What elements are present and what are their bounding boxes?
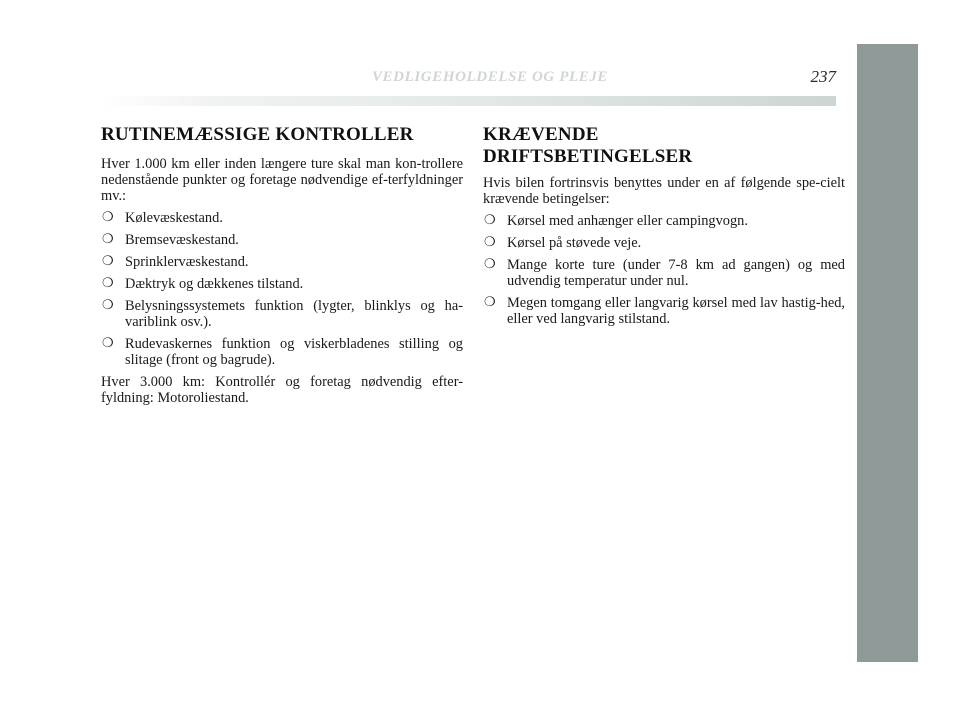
bullet-circle-icon: ❍	[484, 295, 496, 310]
bullet-circle-icon: ❍	[102, 254, 114, 269]
running-header: VEDLIGEHOLDELSE OG PLEJE	[371, 69, 609, 85]
section-title-demanding-conditions	[483, 124, 845, 168]
header-rule	[100, 96, 836, 106]
routine-check-list	[101, 210, 463, 368]
chapter-side-tab	[857, 44, 918, 662]
list-item: ❍ Megen tomgang eller langvarig kørsel med lav hastig-hed, eller ved langvarig stilstand.	[484, 295, 845, 327]
routine-intro-text: Hver 1.000 km eller inden længere ture skal man kon-trollere nedenstående punkter og foretage nødvendige ef-terfyldninger mv.:	[101, 156, 463, 204]
list-item: ❍ Belysningssystemets funktion (lygter, blinklys og ha-variblink osv.).	[102, 298, 463, 330]
bullet-circle-icon: ❍	[102, 336, 114, 351]
conditions-list	[483, 213, 845, 327]
bullet-circle-icon: ❍	[484, 257, 496, 272]
list-item: ❍ Mange korte ture (under 7-8 km ad gangen) og med udvendig temperatur under nul.	[484, 257, 845, 289]
bullet-circle-icon: ❍	[102, 298, 114, 313]
right-column	[483, 124, 845, 333]
list-item: ❍ Dæktryk og dækkenes tilstand.	[102, 276, 304, 292]
bullet-circle-icon: ❍	[102, 210, 114, 225]
title-line-2: DRIFTSBETINGELSER	[483, 146, 693, 167]
section-title-routine-checks: RUTINEMÆSSIGE KONTROLLER	[101, 124, 414, 145]
title-line-1: KRÆVENDE	[483, 124, 599, 145]
bullet-circle-icon: ❍	[102, 276, 114, 291]
routine-outro-text: Hver 3.000 km: Kontrollér og foretag nødvendig efter-fyldning: Motoroliestand.	[101, 374, 463, 406]
bullet-circle-icon: ❍	[484, 213, 496, 228]
page-number: 237	[810, 67, 836, 86]
bullet-circle-icon: ❍	[484, 235, 496, 250]
list-item: ❍ Rudevaskernes funktion og viskerbladenes stilling og slitage (front og bagrude).	[102, 336, 463, 368]
list-item: ❍ Kørsel på støvede veje.	[484, 235, 642, 251]
conditions-intro-text: Hvis bilen fortrinsvis benyttes under en af følgende spe-cielt krævende betingelser:	[483, 175, 845, 207]
left-column	[101, 124, 463, 412]
list-item: ❍ Kørsel med anhænger eller campingvogn.	[484, 213, 748, 229]
list-item: ❍ Sprinklervæskestand.	[102, 254, 249, 270]
list-item: ❍ Bremsevæskestand.	[102, 232, 239, 248]
list-item: ❍ Kølevæskestand.	[102, 210, 223, 226]
bullet-circle-icon: ❍	[102, 232, 114, 247]
